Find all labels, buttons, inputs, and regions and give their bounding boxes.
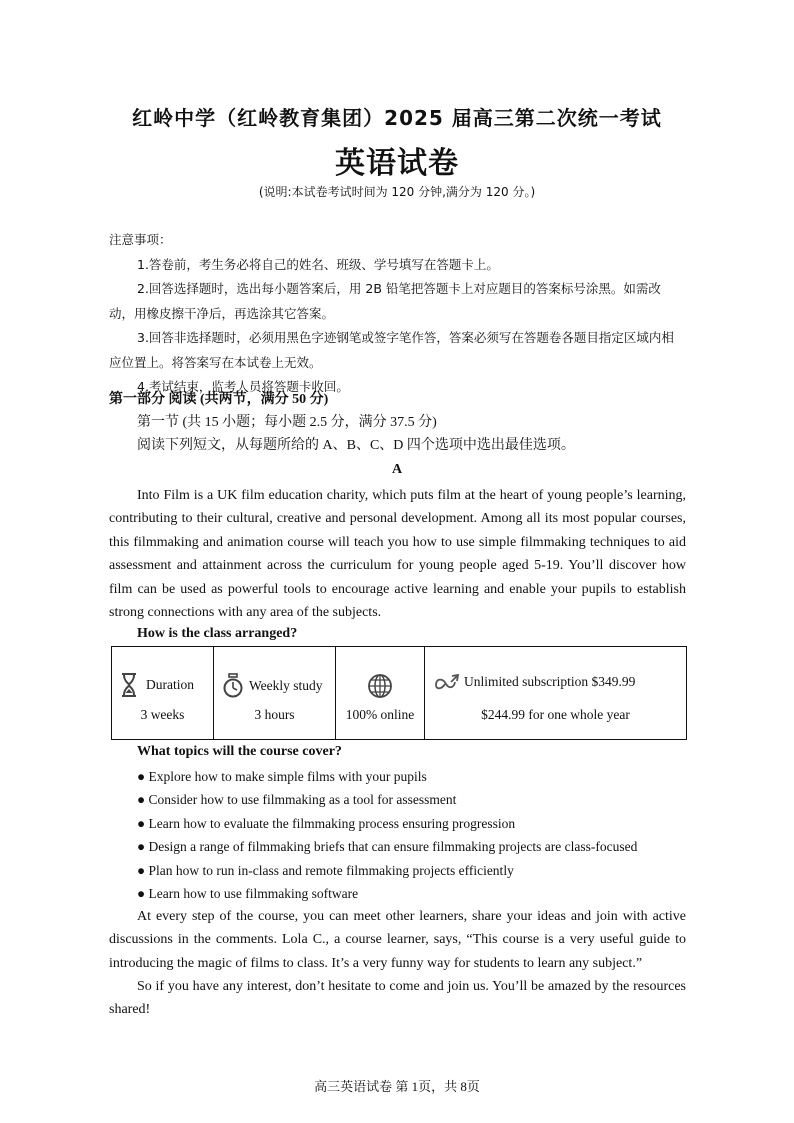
weekly-study-cell — [214, 647, 336, 740]
list-item: ● Design a range of filmmaking briefs that can ensure filmmaking projects are class-focused — [137, 839, 638, 855]
online-cell — [336, 647, 425, 740]
subscription-cell — [425, 647, 687, 740]
page-footer: 高三英语试卷 第 1页，共 8页 — [314, 1079, 480, 1094]
section-header — [109, 388, 685, 457]
weekly-study-label: Weekly study — [249, 678, 323, 693]
passage-para-3 — [109, 975, 686, 1022]
course-info-table — [111, 646, 687, 740]
subscription-value: $244.99 for one whole year — [481, 707, 630, 722]
instruction-item: 4.考试结束，监考人员将答题卡收回。 — [137, 379, 349, 394]
list-item: ● Explore how to make simple films with your pupils — [137, 769, 427, 784]
globe-icon — [367, 673, 393, 699]
list-item: ● Learn how to use filmmaking software — [137, 886, 359, 902]
duration-label: Duration — [146, 677, 194, 692]
hourglass-icon — [120, 673, 138, 697]
instruction-item: 1.答卷前，考生务必将自己的姓名、班级、学号填写在答题卡上。 — [137, 256, 499, 272]
passage-intro — [109, 484, 686, 624]
instruction-item: 3.回答非选择题时，必须用黑色字迹钢笔或签字笔作答，答案必须写在答题卷各题目指定区域内相应位置上。将答案写在本试卷上无效。 — [109, 330, 674, 370]
exam-title: 红岭中学（红岭教育集团）2025 届高三第二次统一考试 — [132, 106, 662, 130]
passage-letter: A — [391, 462, 403, 477]
subsection-heading: 第一节 (共 15 小题；每小题 2.5 分，满分 37.5 分) — [137, 415, 437, 430]
list-item: ● Learn how to evaluate the filmmaking process ensuring progression — [137, 815, 516, 831]
reading-instruction: 阅读下列短文，从每题所给的 A、B、C、D 四个选项中选出最佳选项。 — [137, 438, 575, 453]
topics-list — [137, 765, 697, 905]
subject-title: 英语试卷 — [335, 146, 459, 181]
passage-paragraph: Into Film is a UK film education charity, which puts film at the heart of young people’s learning, contributing to their cultural, creative and personal development. Among all its most popular courses, this filmmaking and animation course will teach you how to use simple filmmaking techniques to aid assessment and attainment across the curriculum for young people aged 5-19. You’ll discover how film can be used as powerful tools to encourage active learning and enable your pupils to establish strong connections with any area of the subjects. — [109, 488, 686, 621]
infinity-arrow-icon — [434, 673, 460, 691]
topics-heading: What topics will the course cover? — [137, 744, 342, 759]
duration-cell — [112, 647, 214, 740]
duration-value: 3 weeks — [140, 707, 185, 722]
passage-paragraph: So if you have any interest, don’t hesitate to come and join us. You’ll be amazed by the resources shared! — [109, 979, 686, 1018]
arranged-heading: How is the class arranged? — [137, 626, 298, 641]
passage-paragraph: At every step of the course, you can meet other learners, share your ideas and join with active discussions in the comments. Lola C., a course learner, says, “This course is a very useful guide to introducing the magic of films to class. It’s a very funny way for students to learn any subject.” — [109, 909, 686, 971]
subscription-label: Unlimited subscription $349.99 — [464, 674, 636, 689]
weekly-study-value: 3 hours — [254, 707, 295, 722]
part-heading: 第一部分 阅读 (共两节，满分 50 分) — [109, 392, 329, 407]
list-item: ● Plan how to run in-class and remote filmmaking projects efficiently — [137, 862, 514, 878]
passage-para-2 — [109, 905, 686, 975]
instructions — [109, 228, 685, 400]
exam-note: (说明:本试卷考试时间为 120 分钟,满分为 120 分。) — [258, 185, 536, 199]
online-value: 100% online — [345, 707, 415, 722]
instructions-heading: 注意事项： — [109, 232, 172, 247]
stopwatch-icon — [223, 673, 243, 699]
list-item: ● Consider how to use filmmaking as a tool for assessment — [137, 792, 457, 808]
instruction-item: 2.回答选择题时，选出每小题答案后，用 2B 铅笔把答题卡上对应题目的答案标号涂黑。如需改动，用橡皮擦干净后，再选涂其它答案。 — [109, 281, 661, 321]
